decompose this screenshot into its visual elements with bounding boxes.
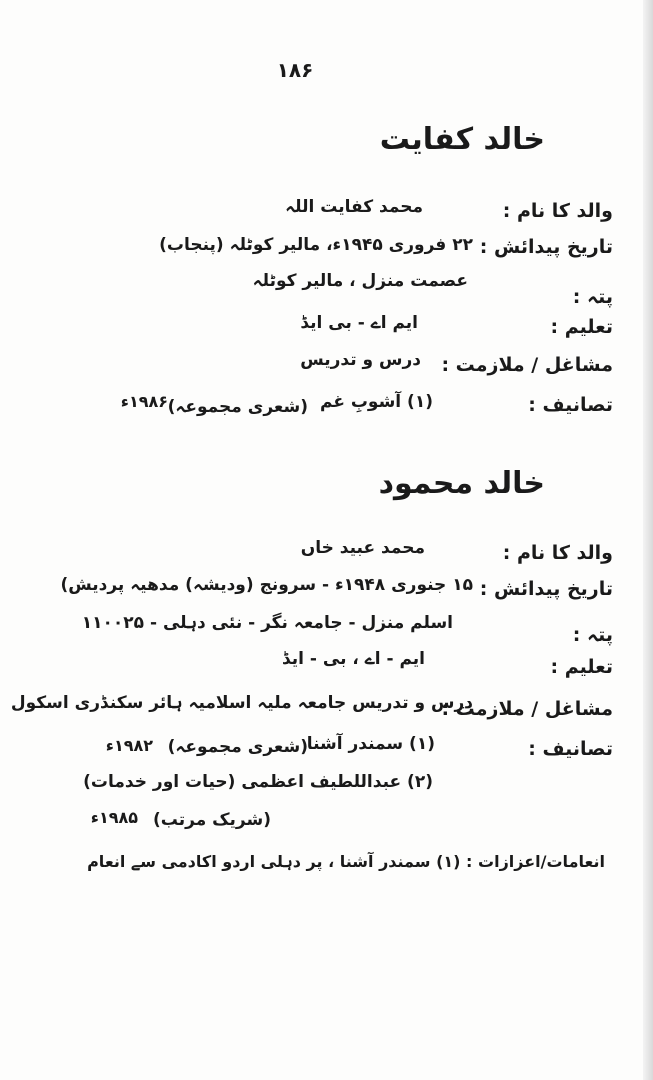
entry-2-work-1-title: (۱) سمندر آشنا bbox=[306, 734, 435, 754]
entry-2-awards: انعامات/اعزازات : (۱) سمندر آشنا ، پر دہلی اردو اکادمی سے انعام bbox=[87, 852, 605, 871]
entry-2-father-value: محمد عبید خاں bbox=[300, 538, 425, 558]
entry-2-work-2-type: (شریک مرتب) bbox=[152, 810, 271, 830]
entry-2-occupation-label: مشاغل / ملازمت : bbox=[441, 698, 613, 720]
page-number: ۱۸۶ bbox=[276, 58, 314, 82]
entry-2-address-label: پتہ : bbox=[572, 624, 613, 646]
entry-2-occupation-value: درس و تدریس جامعہ ملیہ اسلامیہ ہائر سکنڈری اسکول bbox=[10, 693, 473, 713]
entry-2-work-2-title: (۲) عبداللطیف اعظمی (حیات اور خدمات) bbox=[83, 772, 433, 792]
entry-2-work-2-year: ۱۹۸۵ء bbox=[90, 808, 138, 827]
entry-1-address-label: پتہ : bbox=[572, 286, 613, 308]
entry-2-father-label: والد کا نام : bbox=[502, 542, 613, 564]
entry-1-work-1-type: (شعری مجموعہ) bbox=[167, 397, 308, 417]
entry-1-work-1-year: ۱۹۸۶ء bbox=[120, 392, 168, 411]
entry-1-dob-value: ۲۲ فروری ۱۹۴۵ء، مالیر کوٹلہ (پنجاب) bbox=[159, 235, 473, 255]
entry-1-occupation-value: درس و تدریس bbox=[300, 350, 421, 370]
entry-1-father-value: محمد کفایت اللہ bbox=[285, 197, 423, 217]
entry-2-dob-value: ۱۵ جنوری ۱۹۴۸ء - سرونج (ودیشہ) مدھیہ پردیش) bbox=[60, 575, 473, 595]
entry-2-works-label: تصانیف : bbox=[528, 738, 613, 760]
entry-2-work-1-year: ۱۹۸۲ء bbox=[105, 736, 153, 755]
entry-2-education-value: ایم - اے ، بی - ایڈ bbox=[281, 649, 425, 669]
entry-2-dob-label: تاریخ پیدائش : bbox=[479, 578, 613, 600]
entry-2-work-1-type: (شعری مجموعہ) bbox=[167, 737, 308, 757]
entry-1-education-label: تعلیم : bbox=[550, 316, 613, 338]
entry-1-dob-label: تاریخ پیدائش : bbox=[479, 236, 613, 258]
entry-1-works-label: تصانیف : bbox=[528, 394, 613, 416]
entry-1-name: خالد کفایت bbox=[379, 122, 545, 157]
entry-1-education-value: ایم اے - بی ایڈ bbox=[300, 313, 418, 333]
entry-1-occupation-label: مشاغل / ملازمت : bbox=[441, 354, 613, 376]
entry-2-education-label: تعلیم : bbox=[550, 656, 613, 678]
entry-1-work-1-title: (۱) آشوبِ غم bbox=[319, 392, 433, 412]
entry-2-name: خالد محمود bbox=[378, 466, 545, 501]
entry-1-address-value: عصمت منزل ، مالیر کوٹلہ bbox=[252, 271, 468, 291]
entry-1-father-label: والد کا نام : bbox=[502, 200, 613, 222]
page-binding-edge bbox=[643, 0, 653, 1080]
entry-2-address-value: اسلم منزل - جامعہ نگر - نئی دہلی - ۱۱۰۰۲۵ bbox=[81, 613, 453, 633]
